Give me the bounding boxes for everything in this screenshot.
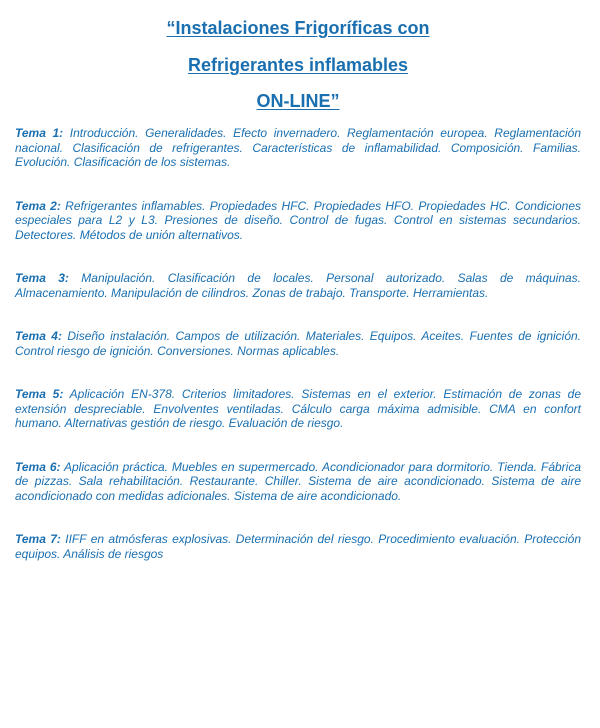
tema-list (15, 126, 581, 561)
tema-7 (15, 532, 581, 561)
tema-1 (15, 126, 581, 170)
tema-4 (15, 329, 581, 358)
title-line-2: Refrigerantes inflamables (187, 55, 409, 75)
tema-6 (15, 460, 581, 504)
tema-3 (15, 271, 581, 300)
tema-5 (15, 387, 581, 431)
tema-6-text: Aplicación práctica. Muebles en supermercado. Acondicionador para dormitorio. Tienda. Fábrica de pizzas. Sala rehabilitación. Restaurante. Chiller. Sistema de aire acondicionado. Sistema de aire acondicionado con medidas adicionales. Sistema de aire acondicionado. (15, 459, 582, 503)
tema-4-text: Diseño instalación. Campos de utilización. Materiales. Equipos. Aceites. Fuentes de ignición. Control riesgo de ignición. Conversiones. Normas aplicables. (15, 329, 582, 358)
tema-3-label: Tema 3: (15, 271, 69, 285)
tema-2-label: Tema 2: (15, 198, 61, 213)
tema-4-label: Tema 4: (15, 329, 62, 343)
title-line-1: “Instalaciones Frigoríficas con (166, 18, 430, 38)
tema-1-text: Introducción. Generalidades. Efecto invernadero. Reglamentación europea. Reglamentación nacional. Clasificación de refrigerantes. Características de inflamabilidad. Composición. Familias. Evolución. Clasificación de los sistemas. (15, 126, 581, 169)
tema-7-text: IIFF en atmósferas explosivas. Determinación del riesgo. Procedimiento evaluación. Protección equipos. Análisis de riesgos (15, 532, 581, 561)
document-title (15, 0, 581, 111)
tema-2-text: Refrigerantes inflamables. Propiedades HFC. Propiedades HFO. Propiedades HC. Condiciones especiales para L2 y L3. Presiones de diseño. Control de fugas. Control en sistemas secundarios. Detectores. Métodos de unión alternativos. (15, 198, 581, 242)
tema-2 (15, 199, 581, 243)
tema-5-label: Tema 5: (15, 387, 64, 401)
tema-7-label: Tema 7: (15, 532, 61, 546)
tema-5-text: Aplicación EN-378. Criterios limitadores. Sistemas en el exterior. Estimación de zonas de extensión despreciable. Envolventes ventiladas. Cálculo carga máxima admisible. CMA en confort humano. Alternativas gestión de riesgo. Evaluación de riesgo. (15, 387, 582, 430)
tema-6-label: Tema 6: (15, 459, 61, 474)
title-line-3: ON-LINE” (256, 91, 340, 111)
tema-1-label: Tema 1: (15, 126, 64, 140)
tema-3-text: Manipulación. Clasificación de locales. Personal autorizado. Salas de máquinas. Almacenamiento. Manipulación de cilindros. Zonas de trabajo. Transporte. Herramientas. (15, 271, 582, 300)
